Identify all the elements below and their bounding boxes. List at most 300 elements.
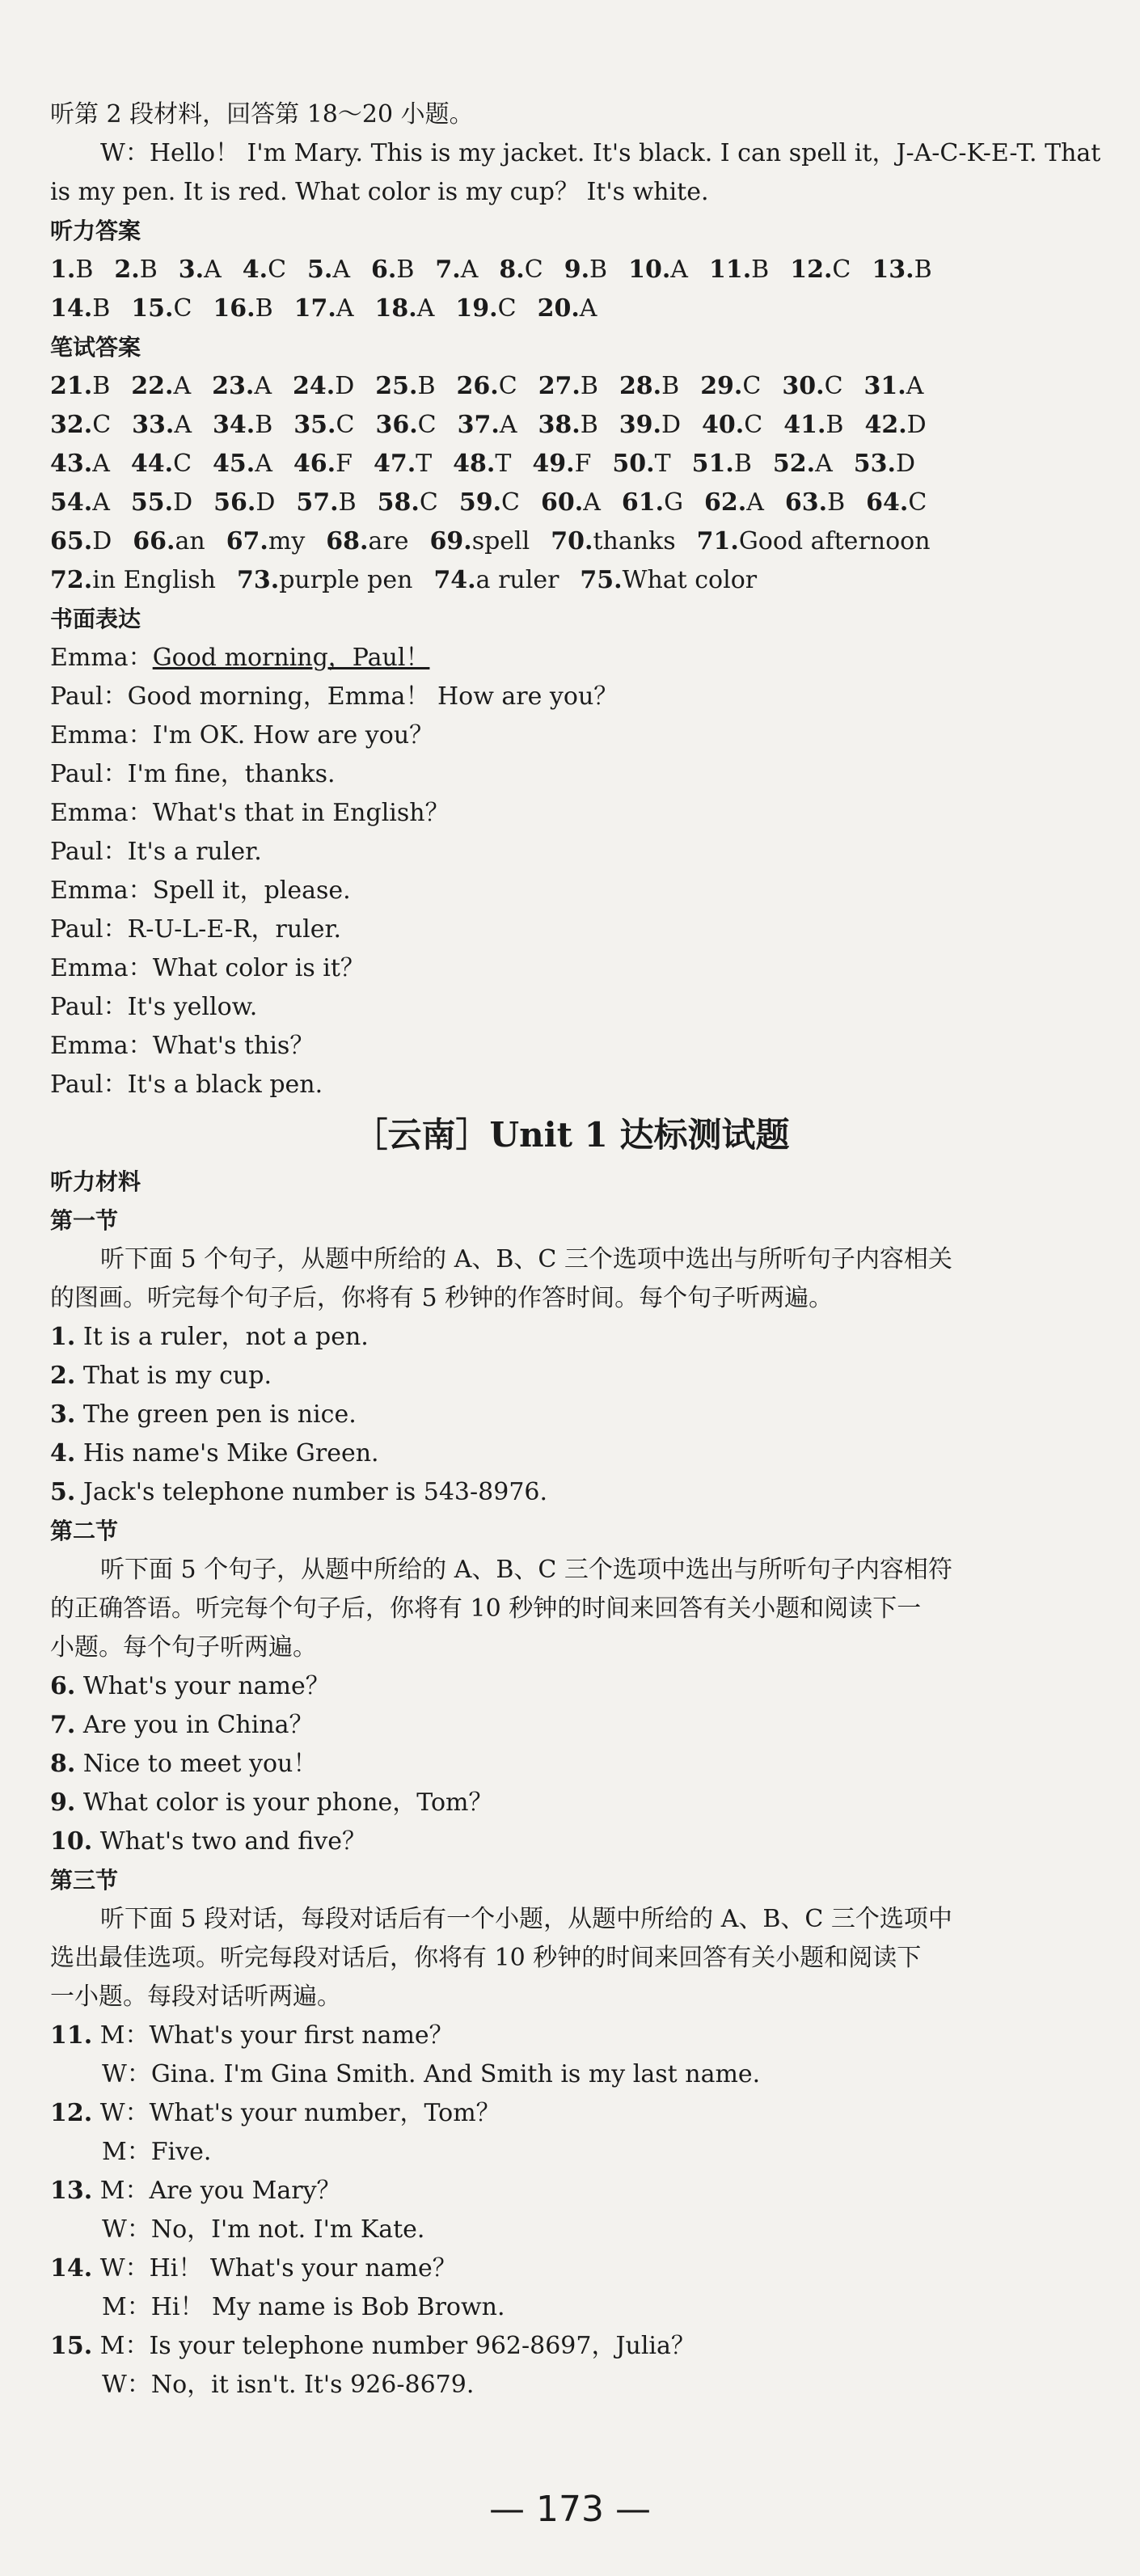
answer-number: 7. [435, 255, 461, 284]
question-number: 14. [50, 2254, 93, 2283]
dialogue-line [50, 872, 1093, 910]
answer-item [375, 367, 435, 406]
answer-value: B [396, 255, 415, 284]
utterance: It's a black pen. [127, 1071, 323, 1099]
answer-value: A [499, 411, 517, 439]
answer-number: 21. [50, 372, 93, 400]
answer-item [773, 445, 833, 484]
answer-number: 60. [541, 488, 584, 517]
instruction-line: 听下面 5 个句子，从题中所给的 A、B、C 三个选项中选出与所听句子内容相关 [100, 1245, 952, 1273]
listening-material-heading: 听力材料 [50, 1168, 141, 1195]
document-page [50, 95, 1101, 2405]
answer-item [50, 251, 93, 289]
answer-number: 54. [50, 488, 93, 517]
answer-item [612, 445, 670, 484]
answer-number: 33. [132, 411, 175, 439]
answer-item [50, 561, 216, 600]
utterance: Good morning，Emma！ How are you？ [127, 682, 619, 711]
question-number: 13. [50, 2177, 93, 2205]
answer-item [872, 251, 931, 289]
answer-value: B [827, 488, 846, 517]
answer-value: purple pen [279, 566, 413, 594]
answer-value: B [589, 255, 608, 284]
answer-value: B [580, 411, 598, 439]
dialogue-line [50, 716, 1093, 755]
answer-number: 26. [456, 372, 499, 400]
dialogue-text: W：What's your number，Tom？ [92, 2099, 500, 2127]
question-number: 6. [50, 1672, 76, 1700]
section1-heading: 第一节 [50, 1207, 119, 1234]
answer-number: 70. [551, 527, 593, 555]
answer-number: 44. [130, 450, 174, 478]
question-text: That is my cup. [75, 1362, 272, 1390]
question-text: What's your name？ [75, 1672, 330, 1700]
dialogue-text: M：Is your telephone number 962-8697，Julia？ [92, 2332, 695, 2360]
answer-item [457, 367, 517, 406]
answer-item [50, 367, 110, 406]
dialogue-first-line [50, 2016, 1093, 2055]
utterance: I'm fine，thanks. [127, 760, 336, 788]
answer-number: 56. [213, 488, 256, 517]
speaker: Emma： [50, 721, 153, 750]
answer-number: 24. [293, 372, 336, 400]
answer-item [212, 367, 272, 406]
answer-number: 68. [326, 527, 369, 555]
section3-heading: 第三节 [50, 1867, 119, 1894]
answer-value: my [268, 527, 306, 555]
answer-value: B [914, 255, 932, 284]
question-number: 2. [50, 1362, 76, 1390]
answer-number: 65. [50, 527, 93, 555]
answer-value: A [173, 372, 192, 400]
answer-value: an [175, 527, 205, 555]
page-number: — 173 — [489, 2489, 651, 2530]
answer-value: C [173, 294, 192, 323]
answer-item [541, 484, 601, 522]
answer-number: 15. [131, 294, 174, 323]
answer-number: 66. [133, 527, 175, 555]
answer-item [692, 445, 752, 484]
written-answers [50, 367, 1093, 600]
dialogue-line [50, 755, 1093, 794]
speaker: Emma： [50, 799, 153, 827]
answer-value: A [332, 255, 351, 284]
answer-item [50, 289, 110, 328]
answer-number: 16. [213, 294, 255, 323]
answer-value: in English [92, 566, 216, 594]
dialogue-first-line [50, 2327, 1093, 2366]
answer-item [532, 445, 591, 484]
answer-value: A [204, 255, 222, 284]
instruction-line: 小题。每个句子听两遍。 [50, 1633, 317, 1662]
answer-item [702, 406, 762, 445]
question-text: Jack's telephone number is 543-8976. [75, 1478, 548, 1506]
answer-row [50, 406, 1093, 445]
answer-number: 62. [704, 488, 747, 517]
speaker: Paul： [50, 838, 128, 866]
dialogue-line [50, 833, 1093, 872]
question-text: Nice to meet you！ [75, 1750, 318, 1778]
answer-item [50, 445, 110, 484]
question-number: 15. [50, 2332, 93, 2360]
answer-item [294, 289, 354, 328]
answer-item [378, 484, 438, 522]
answer-number: 8. [499, 255, 525, 284]
answer-value: a ruler [475, 566, 559, 594]
answer-item [864, 367, 924, 406]
answer-item [374, 445, 432, 484]
question-text: Are you in China？ [75, 1711, 314, 1739]
dialogue-line [50, 639, 1093, 678]
answer-value: C [417, 411, 437, 439]
answer-value: C [498, 372, 517, 400]
answer-value: A [460, 255, 479, 284]
answer-item [131, 289, 192, 328]
answer-number: 28. [619, 372, 662, 400]
instruction-line: 听下面 5 个句子，从题中所给的 A、B、C 三个选项中选出与所听句子内容相符 [100, 1556, 952, 1584]
instruction-line: 的图画。听完每个句子后，你将有 5 秒钟的作答时间。每个句子听两遍。 [50, 1284, 834, 1312]
answer-number: 75. [580, 566, 623, 594]
answer-number: 53. [853, 450, 896, 478]
answer-item [790, 251, 851, 289]
answer-number: 13. [872, 255, 914, 284]
answer-row [50, 522, 1093, 561]
answer-item [619, 367, 679, 406]
answer-number: 35. [293, 411, 336, 439]
answer-number: 17. [293, 294, 336, 323]
answer-item [628, 251, 688, 289]
answer-item [293, 367, 354, 406]
answer-number: 61. [621, 488, 665, 517]
answer-item [453, 445, 511, 484]
answer-value: F [574, 450, 592, 478]
section2-instructions [50, 1551, 1093, 1667]
answer-item [371, 251, 414, 289]
answer-value: D [173, 488, 193, 517]
answer-value: A [815, 450, 833, 478]
answer-value: T [416, 450, 433, 478]
answer-number: 37. [457, 411, 500, 439]
answer-value: A [336, 294, 354, 323]
dialogue-line [50, 1027, 1093, 1066]
answer-item [459, 484, 520, 522]
answer-item [435, 251, 478, 289]
answer-number: 32. [50, 411, 93, 439]
answer-value: D [906, 411, 927, 439]
question-item [50, 1396, 1093, 1434]
answer-value: D [661, 411, 682, 439]
speaker: Paul： [50, 682, 128, 711]
answer-item [455, 289, 516, 328]
dialogue-line [50, 949, 1093, 988]
question-item [50, 1706, 1093, 1745]
speaker: Emma： [50, 954, 153, 982]
answer-item [782, 367, 842, 406]
question-number: 12. [50, 2099, 93, 2127]
written-answers-heading: 笔试答案 [50, 334, 141, 361]
answer-number: 59. [458, 488, 502, 517]
answer-value: D [255, 488, 276, 517]
dialogue-second-line: W：No，it isn't. It's 926-8679. [102, 2371, 475, 2399]
answer-number: 18. [374, 294, 417, 323]
answer-item [538, 367, 598, 406]
answer-value: B [661, 372, 680, 400]
dialogue-first-line [50, 2094, 1093, 2133]
answer-item [854, 445, 915, 484]
question-item [50, 1784, 1093, 1822]
answer-item [697, 522, 931, 561]
answer-item [50, 522, 112, 561]
answer-number: 73. [237, 566, 280, 594]
answer-item [375, 289, 435, 328]
writing-dialogue [50, 639, 1093, 1104]
answer-value: T [654, 450, 671, 478]
answer-item [866, 484, 927, 522]
section3-dialogues [50, 2016, 1093, 2405]
answer-value: A [579, 294, 597, 323]
answer-row [50, 251, 1093, 289]
answer-number: 49. [532, 450, 575, 478]
utterance: What color is it？ [152, 954, 365, 982]
answer-value: thanks [593, 527, 676, 555]
dialogue-text: W：Hi！ What's your name？ [92, 2254, 457, 2283]
answer-item [864, 406, 926, 445]
answer-value: C [173, 450, 192, 478]
answer-number: 3. [178, 255, 205, 284]
passage-line: is my pen. It is red. What color is my cup？ It's white. [50, 178, 709, 206]
answer-value: spell [471, 527, 530, 555]
answer-item [293, 406, 354, 445]
answer-item [783, 406, 843, 445]
question-item [50, 1473, 1093, 1512]
answer-value: B [417, 372, 436, 400]
answer-value: C [268, 255, 287, 284]
answer-value: A [254, 372, 272, 400]
answer-row [50, 561, 1093, 600]
answer-number: 12. [790, 255, 833, 284]
answer-value: B [255, 411, 273, 439]
answer-item [213, 445, 272, 484]
answer-value: A [670, 255, 688, 284]
utterance: What's that in English？ [152, 799, 450, 827]
listening-answers [50, 251, 1093, 328]
answer-number: 19. [455, 294, 498, 323]
answer-item [538, 289, 597, 328]
answer-item [293, 445, 353, 484]
answer-number: 74. [433, 566, 476, 594]
answer-item [307, 251, 350, 289]
answer-number: 4. [242, 255, 268, 284]
question-text: It is a ruler，not a pen. [75, 1323, 369, 1351]
answer-number: 11. [708, 255, 752, 284]
dialogue-line [50, 794, 1093, 833]
dialogue-line [50, 910, 1093, 949]
answer-number: 39. [619, 411, 661, 439]
answer-number: 51. [691, 450, 734, 478]
answer-number: 48. [453, 450, 496, 478]
instruction-line: 选出最佳选项。听完每段对话后，你将有 10 秒钟的时间来回答有关小题和阅读下 [50, 1944, 922, 1972]
question-text: What color is your phone，Tom？ [75, 1788, 493, 1817]
answer-number: 36. [375, 411, 418, 439]
answer-number: 2. [114, 255, 140, 284]
intro-line: 听第 2 段材料，回答第 18～20 小题。 [50, 100, 474, 129]
answer-number: 72. [50, 566, 93, 594]
answer-number: 6. [371, 255, 397, 284]
answer-number: 69. [429, 527, 472, 555]
instruction-line: 听下面 5 段对话，每段对话后有一个小题，从题中所给的 A、B、C 三个选项中 [100, 1905, 952, 1933]
answer-number: 1. [50, 255, 76, 284]
answer-value: F [336, 450, 353, 478]
answer-value: A [255, 450, 272, 478]
answer-value: C [336, 411, 355, 439]
question-number: 7. [50, 1711, 76, 1739]
instruction-line: 的正确答语。听完每个句子后，你将有 10 秒钟的时间来回答有关小题和阅读下一 [50, 1594, 922, 1623]
answer-item [131, 484, 192, 522]
answer-item [429, 522, 530, 561]
answer-value: B [255, 294, 273, 323]
dialogue-text: M：What's your first name？ [92, 2021, 454, 2050]
section1-items [50, 1318, 1093, 1512]
utterance: I'm OK. How are you？ [152, 721, 434, 750]
question-item [50, 1667, 1093, 1706]
utterance: Spell it，please. [152, 876, 351, 905]
answer-number: 5. [307, 255, 333, 284]
answer-item [50, 484, 110, 522]
answer-value: B [92, 294, 111, 323]
utterance: Good morning，Paul！ [152, 644, 430, 672]
utterance: What's this？ [152, 1032, 315, 1060]
passage-line: W：Hello！ I'm Mary. This is my jacket. It's black. I can spell it，J-A-C-K-E-T. That [100, 139, 1101, 167]
answer-value: A [92, 488, 110, 517]
speaker: Paul： [50, 760, 128, 788]
question-number: 11. [50, 2021, 93, 2050]
answer-number: 64. [866, 488, 909, 517]
question-item [50, 1318, 1093, 1357]
answer-number: 42. [864, 411, 907, 439]
question-item [50, 1357, 1093, 1396]
answer-number: 20. [537, 294, 580, 323]
dialogue-second-line: M：Five. [102, 2138, 212, 2166]
answer-item [114, 251, 157, 289]
answer-value: What color [622, 566, 758, 594]
question-number: 4. [50, 1439, 76, 1467]
answer-row [50, 289, 1093, 328]
section2-items [50, 1667, 1093, 1861]
answer-number: 14. [50, 294, 93, 323]
answer-value: T [495, 450, 512, 478]
answer-number: 23. [212, 372, 255, 400]
question-text: The green pen is nice. [75, 1400, 357, 1429]
answer-value: are [368, 527, 409, 555]
answer-value: B [139, 255, 158, 284]
dialogue-second-line: M：Hi！ My name is Bob Brown. [102, 2293, 505, 2321]
section2-heading: 第二节 [50, 1518, 119, 1544]
dialogue-first-line [50, 2172, 1093, 2211]
answer-value: B [92, 372, 111, 400]
question-text: What's two and five？ [92, 1827, 367, 1856]
answer-number: 55. [130, 488, 174, 517]
answer-item [132, 406, 192, 445]
answer-item [622, 484, 683, 522]
answer-value: B [338, 488, 357, 517]
answer-value: C [92, 411, 112, 439]
answer-item [704, 484, 764, 522]
speaker: Emma： [50, 644, 153, 672]
answer-value: A [583, 488, 601, 517]
answer-number: 50. [612, 450, 655, 478]
answer-row [50, 367, 1093, 406]
answer-value: D [92, 527, 112, 555]
answer-number: 40. [702, 411, 745, 439]
dialogue-line [50, 988, 1093, 1027]
answer-item [564, 251, 607, 289]
answer-number: 34. [213, 411, 255, 439]
answer-value: C [832, 255, 851, 284]
answer-value: A [906, 372, 924, 400]
answer-value: Good afternoon [738, 527, 931, 555]
listening-answers-heading: 听力答案 [50, 217, 141, 244]
answer-item [551, 522, 675, 561]
answer-value: C [908, 488, 927, 517]
answer-value: D [895, 450, 916, 478]
answer-item [538, 406, 598, 445]
instruction-line: 一小题。每段对话听两遍。 [50, 1983, 341, 2011]
question-number: 1. [50, 1323, 76, 1351]
answer-value: C [524, 255, 543, 284]
answer-item [131, 367, 191, 406]
answer-number: 41. [783, 411, 826, 439]
answer-value: A [416, 294, 435, 323]
answer-item [433, 561, 559, 600]
answer-item [131, 445, 192, 484]
answer-item [296, 484, 356, 522]
answer-number: 67. [226, 527, 268, 555]
answer-number: 46. [293, 450, 336, 478]
answer-item [179, 251, 222, 289]
dialogue-first-line [50, 2249, 1093, 2288]
answer-item [133, 522, 205, 561]
answer-value: C [497, 294, 517, 323]
question-number: 8. [50, 1750, 76, 1778]
answer-number: 22. [131, 372, 174, 400]
answer-value: B [751, 255, 770, 284]
answer-number: 9. [564, 255, 590, 284]
answer-item [50, 406, 111, 445]
speaker: Paul： [50, 915, 128, 944]
answer-item [499, 251, 543, 289]
section3-instructions [50, 1900, 1093, 2016]
answer-number: 38. [538, 411, 581, 439]
answer-number: 58. [377, 488, 420, 517]
utterance: It's a ruler. [127, 838, 262, 866]
answer-value: C [419, 488, 438, 517]
question-number: 5. [50, 1478, 76, 1506]
answer-number: 43. [50, 450, 93, 478]
question-item [50, 1822, 1093, 1861]
answer-value: A [174, 411, 192, 439]
question-item [50, 1434, 1093, 1473]
answer-item [226, 522, 306, 561]
dialogue-text: M：Are you Mary？ [92, 2177, 341, 2205]
answer-item [375, 406, 436, 445]
answer-value: C [744, 411, 763, 439]
answer-row [50, 445, 1093, 484]
answer-value: A [92, 450, 110, 478]
answer-item [243, 251, 286, 289]
dialogue-second-line: W：No，I'm not. I'm Kate. [102, 2215, 425, 2244]
answer-number: 10. [628, 255, 671, 284]
answer-number: 29. [700, 372, 743, 400]
